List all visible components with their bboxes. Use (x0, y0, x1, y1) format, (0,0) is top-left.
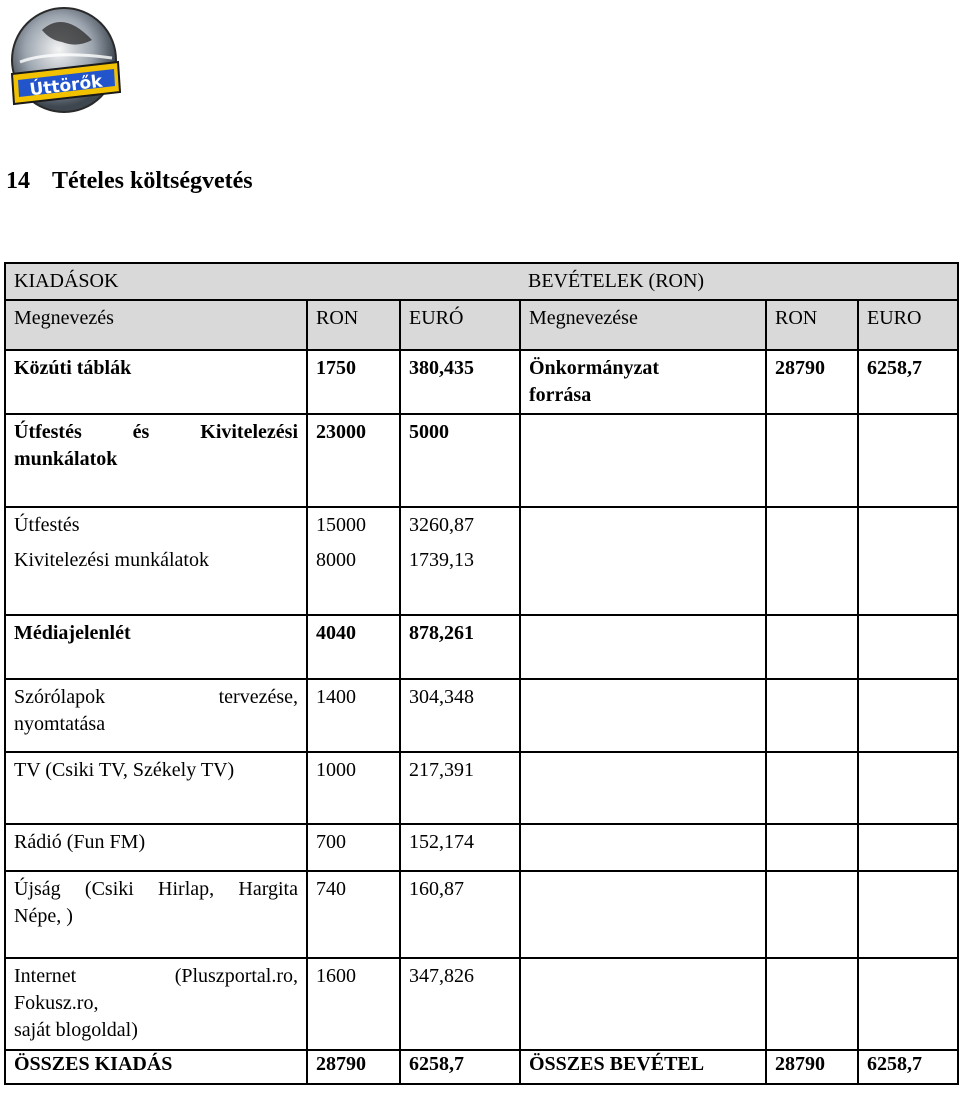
income-empty (858, 543, 958, 615)
table-row (5, 871, 958, 958)
expense-ron: 740 (307, 871, 400, 958)
expense-euro: 5000 (400, 414, 520, 507)
total-expense-ron: 28790 (307, 1050, 400, 1084)
col-name-income-header: Megnevezése (520, 300, 766, 350)
expense-euro: 3260,87 (400, 507, 520, 543)
income-empty (766, 752, 858, 824)
income-empty (766, 543, 858, 615)
income-empty (858, 752, 958, 824)
expense-ron: 8000 (307, 543, 400, 615)
total-expense-label: ÖSSZES KIADÁS (5, 1050, 307, 1084)
expense-euro: 380,435 (400, 350, 520, 414)
income-empty (520, 958, 766, 1050)
income-empty (858, 958, 958, 1050)
expense-name: Újság (Csiki Hirlap, Hargita Népe, ) (5, 871, 307, 958)
expense-euro: 347,826 (400, 958, 520, 1050)
income-empty (766, 414, 858, 507)
expense-name: Közúti táblák (5, 350, 307, 414)
col-name-header: Megnevezés (5, 300, 307, 350)
table-row (5, 507, 958, 543)
totals-row (5, 1050, 958, 1084)
expense-euro: 160,87 (400, 871, 520, 958)
expenses-header: KIADÁSOK (5, 263, 520, 300)
table-header-row-1 (5, 263, 958, 300)
income-name-line2: forrása (529, 384, 592, 406)
expense-name: Internet (Pluszportal.ro, Fokusz.ro, saját blogoldal) (5, 958, 307, 1050)
total-income-label: ÖSSZES BEVÉTEL (520, 1050, 766, 1084)
table-row (5, 752, 958, 824)
logo-text: Úttörők (28, 71, 104, 101)
income-ron: 28790 (766, 350, 858, 414)
income-name-line1: Önkormányzat (529, 357, 659, 379)
income-header: BEVÉTELEK (RON) (520, 263, 958, 300)
expense-name: Útfestés és Kivitelezési munkálatok (5, 414, 307, 507)
expense-ron: 1400 (307, 679, 400, 752)
income-empty (520, 752, 766, 824)
expense-name: TV (Csiki TV, Székely TV) (5, 752, 307, 824)
income-empty (520, 679, 766, 752)
income-empty (766, 824, 858, 871)
income-empty (766, 679, 858, 752)
table-row (5, 679, 958, 752)
income-empty (520, 615, 766, 679)
income-empty (520, 824, 766, 871)
income-empty (520, 543, 766, 615)
income-euro: 6258,7 (858, 350, 958, 414)
total-expense-euro: 6258,7 (400, 1050, 520, 1084)
expense-euro: 217,391 (400, 752, 520, 824)
income-empty (858, 507, 958, 543)
col-ron-income-header: RON (766, 300, 858, 350)
expense-ron: 15000 (307, 507, 400, 543)
table-row (5, 414, 958, 507)
budget-table (4, 262, 959, 1085)
total-income-ron: 28790 (766, 1050, 858, 1084)
income-empty (766, 615, 858, 679)
income-empty (766, 507, 858, 543)
expense-name: Kivitelezési munkálatok (5, 543, 307, 615)
section-number: 14 (6, 168, 30, 194)
income-empty (858, 679, 958, 752)
expense-euro: 152,174 (400, 824, 520, 871)
section-title: Tételes költségvetés (52, 168, 253, 194)
income-empty (520, 414, 766, 507)
income-empty (858, 824, 958, 871)
table-header-row-2 (5, 300, 958, 350)
table-row (5, 350, 958, 414)
expense-name: Szórólapok tervezése, nyomtatása (5, 679, 307, 752)
expense-ron: 4040 (307, 615, 400, 679)
expense-euro: 304,348 (400, 679, 520, 752)
col-euro-income-header: EURO (858, 300, 958, 350)
expense-name: Médiajelenlét (5, 615, 307, 679)
expense-ron: 700 (307, 824, 400, 871)
section-heading (6, 168, 253, 195)
expense-ron: 1000 (307, 752, 400, 824)
income-empty (766, 871, 858, 958)
uttorok-logo (2, 0, 127, 125)
income-name (520, 350, 766, 414)
table-row (5, 824, 958, 871)
income-empty (520, 507, 766, 543)
income-empty (858, 414, 958, 507)
table-row (5, 615, 958, 679)
expense-ron: 23000 (307, 414, 400, 507)
expense-name: Útfestés (5, 507, 307, 543)
income-empty (858, 871, 958, 958)
expense-ron: 1600 (307, 958, 400, 1050)
expense-euro: 1739,13 (400, 543, 520, 615)
expense-name: Rádió (Fun FM) (5, 824, 307, 871)
expense-ron: 1750 (307, 350, 400, 414)
income-empty (766, 958, 858, 1050)
table-row (5, 543, 958, 615)
table-row (5, 958, 958, 1050)
income-empty (520, 871, 766, 958)
col-euro-header: EURÓ (400, 300, 520, 350)
expense-euro: 878,261 (400, 615, 520, 679)
total-income-euro: 6258,7 (858, 1050, 958, 1084)
col-ron-header: RON (307, 300, 400, 350)
income-empty (858, 615, 958, 679)
